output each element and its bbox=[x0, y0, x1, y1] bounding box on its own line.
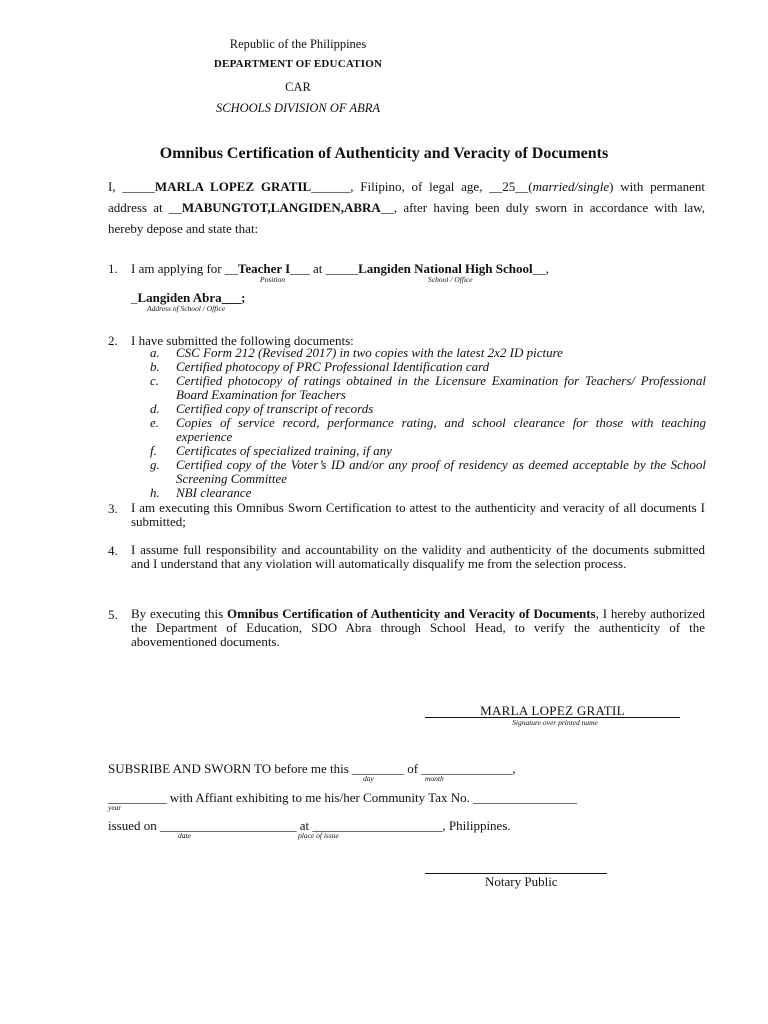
date-label: date bbox=[178, 831, 191, 840]
department-line: DEPARTMENT OF EDUCATION bbox=[213, 58, 383, 70]
list-item: f. Certificates of specialized training, if any bbox=[150, 443, 392, 458]
day-label: day bbox=[363, 774, 374, 783]
oath-line-3: issued on _____________________ at ____________________, Philippines. bbox=[108, 818, 511, 833]
list-item: e. Copies of service record, performance rating, and school clearance for those with teaching experience bbox=[150, 415, 706, 444]
affiant-address: MABUNGTOT,LANGIDEN,ABRA bbox=[181, 200, 381, 215]
item-5-text: By executing this Omnibus Certification of Authenticity and Veracity of Documents, I hereby authorized the Department of Education, SDO Abra through School Head, to verify the authenticity of the abovementioned documents. bbox=[131, 606, 705, 649]
place-label: place of issue bbox=[298, 831, 339, 840]
signature-name: MARLA LOPEZ GRATIL bbox=[480, 703, 625, 718]
civil-status: married/single bbox=[532, 179, 610, 194]
oath-line-1: SUBSRIBE AND SWORN TO before me this ________ of ______________, bbox=[108, 761, 516, 776]
intro-paragraph: I, _____MARLA LOPEZ GRATIL______, Filipino, of legal age, __25__(married/single) with permanent address at __MABUNGTOT,LANGIDEN,ABRA__, after having been duly sworn in accordance with law, hereby depose and state that: bbox=[108, 179, 706, 236]
oath-line-2: _________ with Affiant exhibiting to me his/her Community Tax No. ________________ bbox=[108, 790, 578, 805]
division-line: SCHOOLS DIVISION OF ABRA bbox=[216, 101, 380, 115]
list-item: b. Certified photocopy of PRC Professional Identification card bbox=[150, 359, 490, 374]
item-3-text: I am executing this Omnibus Sworn Certification to attest to the authenticity and veracity of all documents I submitted; bbox=[131, 500, 705, 529]
item-5-number: 5. bbox=[108, 607, 118, 622]
school-applied: Langiden National High School bbox=[358, 261, 533, 276]
school-address: _Langiden Abra___; bbox=[131, 290, 246, 305]
item-4-number: 4. bbox=[108, 543, 118, 558]
signature-label: Signature over printed name bbox=[512, 718, 598, 727]
item-1-text: I am applying for __Teacher I___ at _____Langiden National High School__, bbox=[131, 261, 549, 276]
republic-line: Republic of the Philippines bbox=[229, 37, 367, 51]
item-2-number: 2. bbox=[108, 333, 118, 348]
list-item: c. Certified photocopy of ratings obtained in the Licensure Examination for Teachers/ Professional Board Examination for Teachers bbox=[150, 373, 706, 402]
documents-list bbox=[150, 346, 706, 500]
list-item: d. Certified copy of transcript of records bbox=[150, 401, 374, 416]
item-2-lead: I have submitted the following documents: bbox=[131, 333, 354, 348]
item-3-number: 3. bbox=[108, 501, 118, 516]
affiant-name: MARLA LOPEZ GRATIL bbox=[154, 179, 312, 194]
item-4-text: I assume full responsibility and accountability on the validity and authenticity of the documents submitted and I understand that any violation will automatically disqualify me from the selection process. bbox=[131, 542, 705, 571]
list-item: h. NBI clearance bbox=[150, 485, 252, 500]
region-line: CAR bbox=[285, 80, 311, 94]
position-label: Position bbox=[260, 275, 286, 284]
year-label: year bbox=[108, 803, 122, 812]
position-applied: Teacher I bbox=[237, 261, 291, 276]
item-1-number: 1. bbox=[108, 261, 118, 276]
list-item: g. Certified copy of the Voter’s ID and/or any proof of residency as deemed acceptable by the School Screening Committee bbox=[150, 457, 706, 486]
month-label: month bbox=[425, 774, 444, 783]
list-item: a. CSC Form 212 (Revised 2017) in two copies with the latest 2x2 ID picture bbox=[150, 345, 563, 360]
school-label: School / Office bbox=[428, 275, 473, 284]
document-title: Omnibus Certification of Authenticity and Veracity of Documents bbox=[159, 145, 609, 162]
school-address-label: Address of School / Office bbox=[147, 304, 226, 313]
notary-label: Notary Public bbox=[485, 874, 558, 889]
